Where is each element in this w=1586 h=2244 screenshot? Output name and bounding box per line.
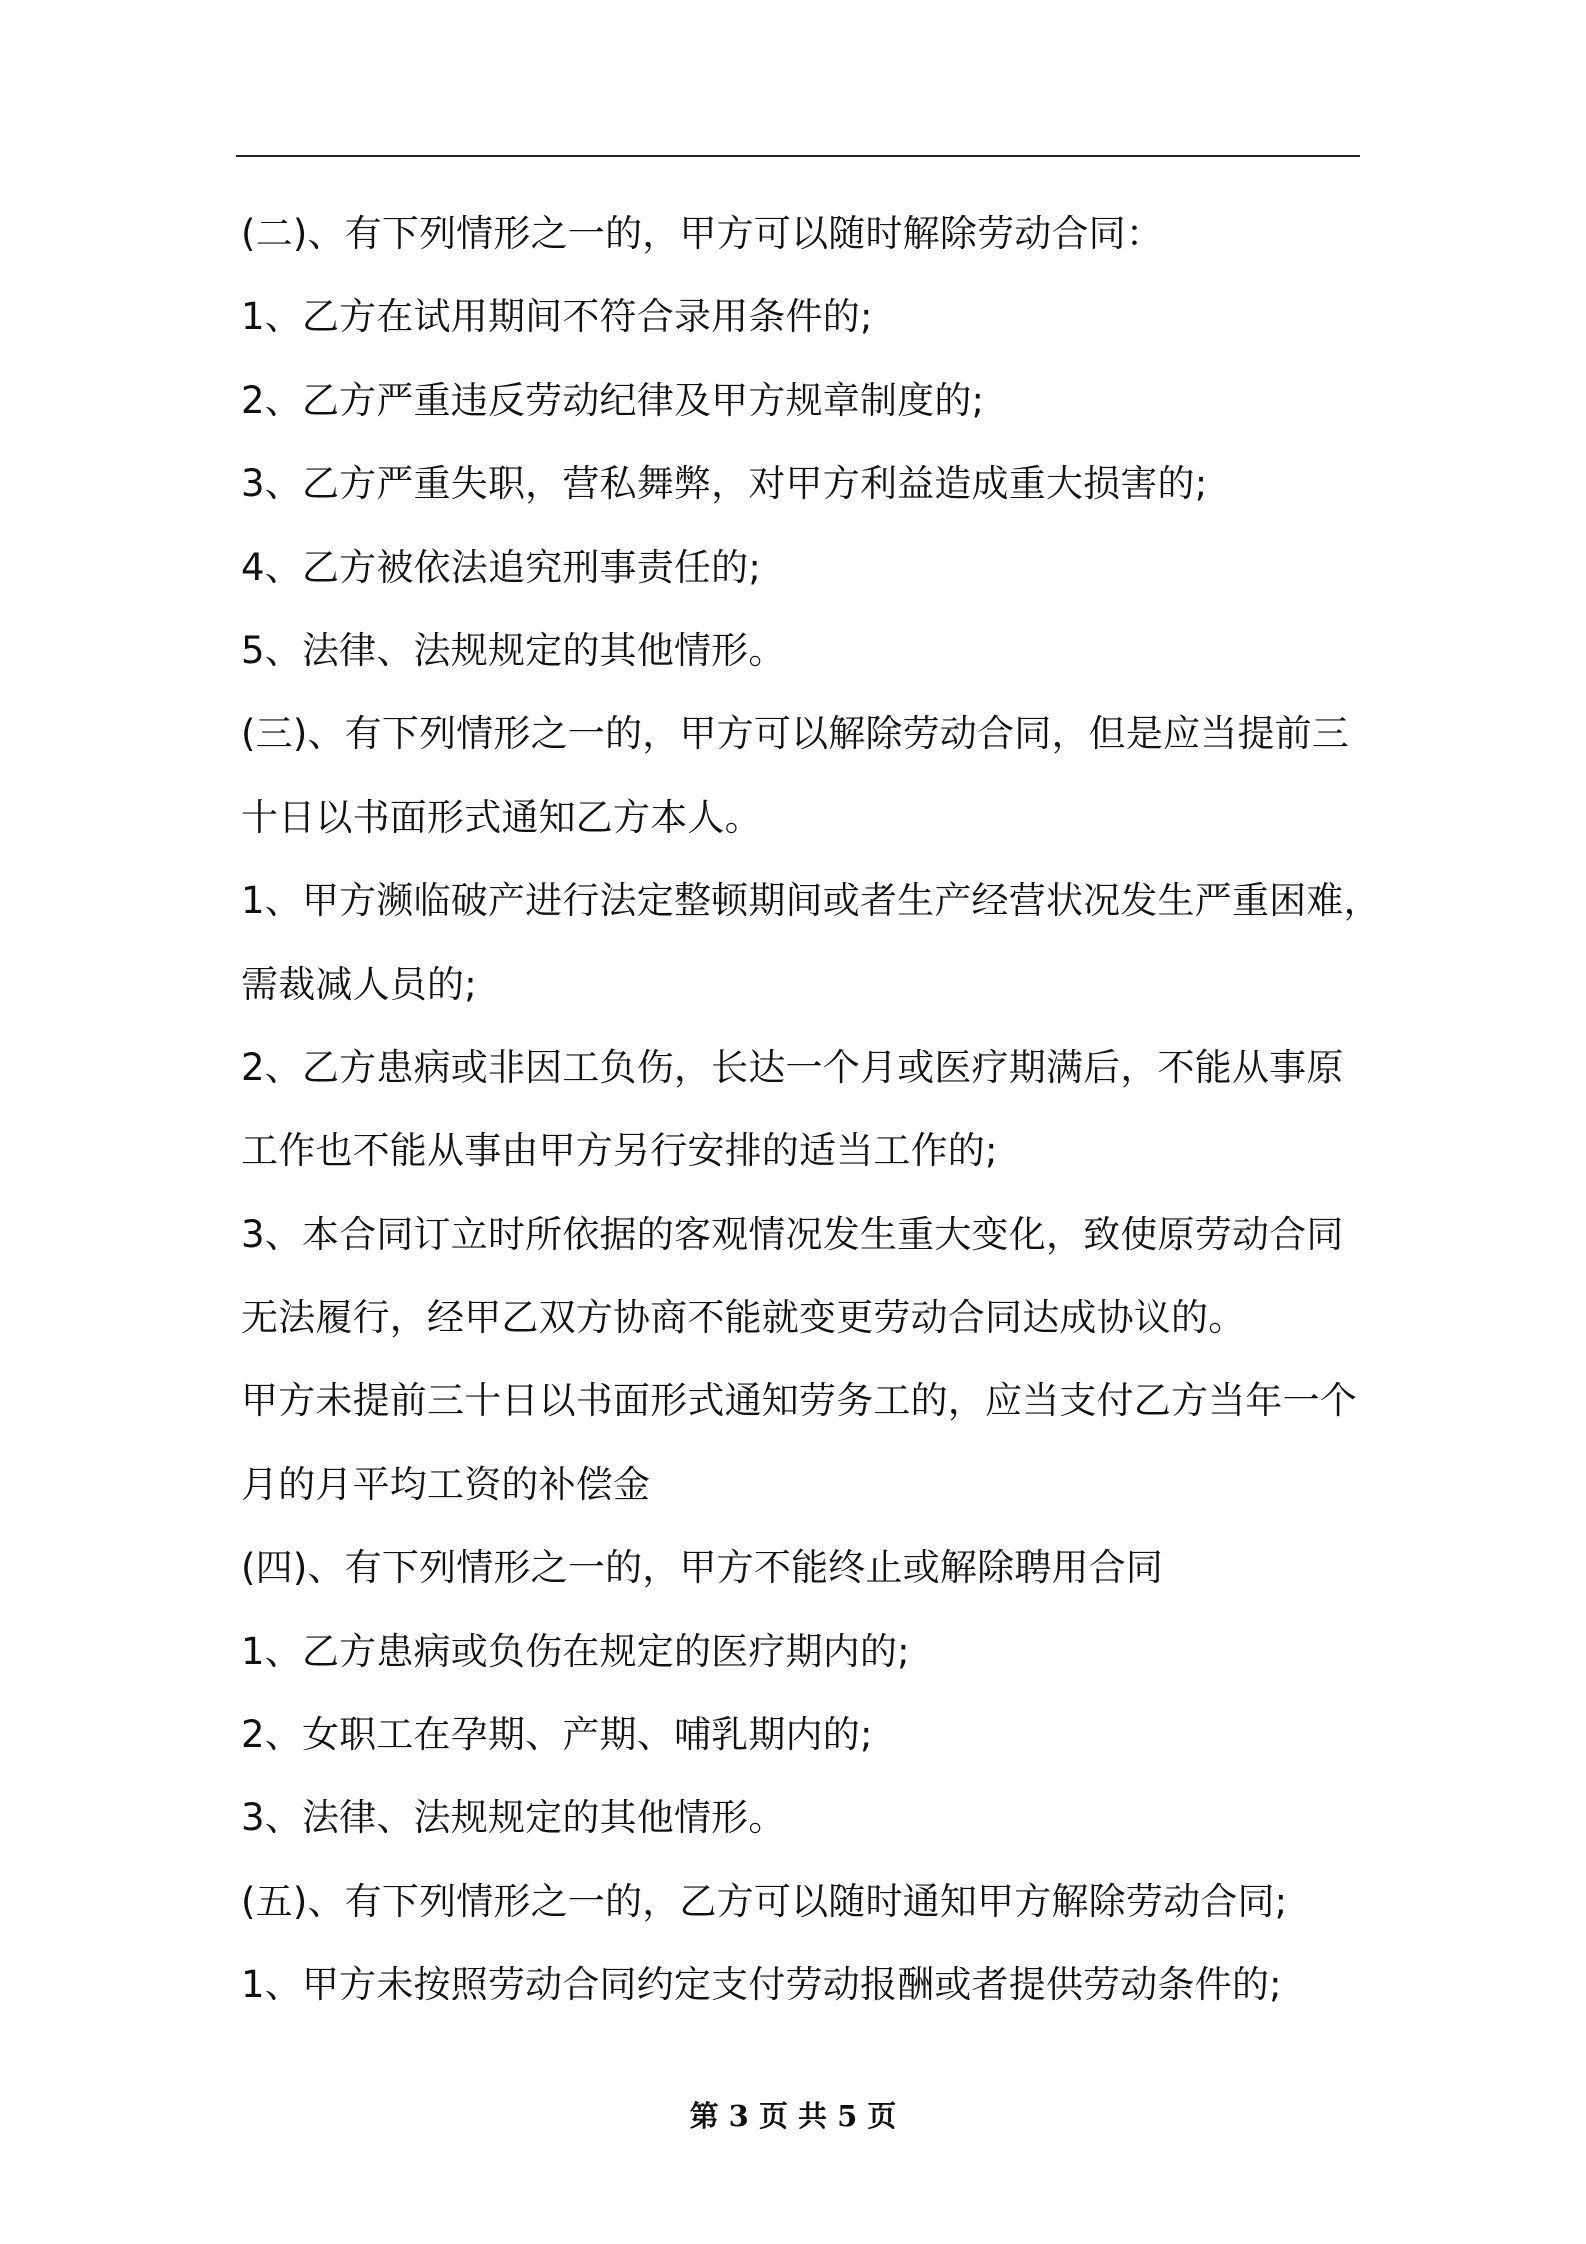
text-line: (四)、有下列情形之一的，甲方不能终止或解除聘用合同 bbox=[241, 1546, 1164, 1590]
page-number-footer: 第 3 页 共 5 页 bbox=[689, 2099, 897, 2133]
text-line: 1、乙方患病或负伤在规定的医疗期内的; bbox=[241, 1629, 910, 1673]
text-line: 2、女职工在孕期、产期、哺乳期内的; bbox=[241, 1713, 873, 1757]
text-line: 1、甲方未按照劳动合同约定支付劳动报酬或者提供劳动条件的; bbox=[241, 1963, 1282, 2007]
header-divider bbox=[236, 155, 1360, 157]
text-line: 2、乙方严重违反劳动纪律及甲方规章制度的; bbox=[241, 378, 985, 422]
text-line: 月的月平均工资的补偿金 bbox=[241, 1462, 651, 1506]
text-line: 甲方未提前三十日以书面形式通知劳务工的，应当支付乙方当年一个 bbox=[241, 1379, 1357, 1423]
text-line: 3、法律、法规规定的其他情形。 bbox=[241, 1796, 786, 1840]
text-line: 无法履行，经甲乙双方协商不能就变更劳动合同达成协议的。 bbox=[241, 1296, 1246, 1340]
text-line: 5、法律、法规规定的其他情形。 bbox=[241, 628, 786, 672]
text-line: 需裁减人员的; bbox=[241, 962, 477, 1006]
text-line: 3、本合同订立时所依据的客观情况发生重大变化，致使原劳动合同 bbox=[241, 1212, 1344, 1256]
document-body bbox=[241, 192, 1381, 2027]
text-line: 1、乙方在试用期间不符合录用条件的; bbox=[241, 295, 873, 339]
text-line: (二)、有下列情形之一的，甲方可以随时解除劳动合同： bbox=[241, 212, 1164, 255]
text-line: 工作也不能从事由甲方另行安排的适当工作的; bbox=[241, 1129, 998, 1173]
text-line: 十日以书面形式通知乙方本人。 bbox=[241, 795, 762, 839]
text-line: (五)、有下列情形之一的，乙方可以随时通知甲方解除劳动合同; bbox=[241, 1879, 1288, 1923]
text-line: (三)、有下列情形之一的，甲方可以解除劳动合同，但是应当提前三 bbox=[241, 712, 1350, 756]
text-line: 3、乙方严重失职，营私舞弊，对甲方利益造成重大损害的; bbox=[241, 462, 1208, 506]
text-line: 1、甲方濒临破产进行法定整顿期间或者生产经营状况发生严重困难， bbox=[241, 879, 1381, 923]
text-line: 2、乙方患病或非因工负伤，长达一个月或医疗期满后，不能从事原 bbox=[241, 1045, 1344, 1089]
text-line: 4、乙方被依法追究刑事责任的; bbox=[241, 545, 762, 589]
